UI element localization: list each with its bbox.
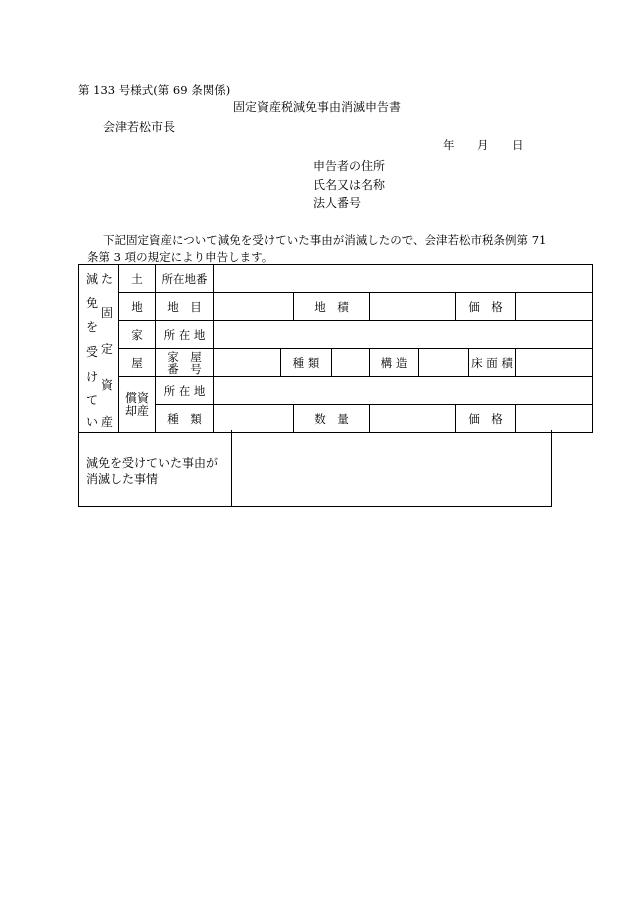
header-char: 減 bbox=[86, 271, 99, 286]
header-char: を bbox=[86, 319, 99, 334]
header-char: 産 bbox=[101, 414, 114, 429]
dep-location-label: 所 在 地 bbox=[156, 377, 214, 405]
reason-section bbox=[78, 430, 552, 507]
reason-label-line1: 減免を受けていた事由が bbox=[86, 456, 219, 470]
dep-price-field[interactable] bbox=[516, 405, 593, 433]
exempt-assets-header bbox=[79, 265, 119, 433]
date-year-label: 年 bbox=[443, 138, 455, 152]
depreciable-assets-header bbox=[119, 377, 156, 433]
header-char: て bbox=[86, 392, 99, 407]
reason-label-line2: 消滅した事情 bbox=[86, 472, 159, 486]
header-char: 免 bbox=[86, 295, 99, 310]
header-char: 固 bbox=[101, 305, 114, 320]
dep-quantity-label: 数 量 bbox=[294, 405, 370, 433]
house-location-label: 所 在 地 bbox=[156, 321, 214, 349]
land-price-field[interactable] bbox=[516, 293, 593, 321]
body-line-1: 下記固定資産について減免を受けていた事由が消滅したので、会津若松市税条例第 71 bbox=[103, 233, 547, 247]
house-number-label-line1: 家 屋 bbox=[167, 349, 202, 364]
house-structure-label: 構 造 bbox=[370, 349, 419, 377]
reason-label bbox=[86, 455, 218, 487]
house-label-top: 家 bbox=[119, 321, 156, 349]
dep-quantity-field[interactable] bbox=[370, 405, 456, 433]
house-type-field[interactable] bbox=[332, 349, 370, 377]
header-char: 定 bbox=[101, 341, 114, 356]
addressee: 会津若松市長 bbox=[103, 120, 176, 134]
form-number: 第 133 号様式(第 69 条関係) bbox=[78, 83, 231, 97]
house-structure-field[interactable] bbox=[419, 349, 469, 377]
header-char: た bbox=[101, 271, 114, 286]
dep-location-field[interactable] bbox=[214, 377, 593, 405]
date-month-label: 月 bbox=[477, 138, 489, 152]
body-line-2: 条第 3 項の規定により申告します。 bbox=[87, 250, 274, 264]
dep-type-label: 種 類 bbox=[156, 405, 214, 433]
applicant-address-label: 申告者の住所 bbox=[313, 159, 386, 173]
depreciable-label-line2: 却産 bbox=[124, 403, 149, 418]
dep-type-field[interactable] bbox=[214, 405, 294, 433]
form-title: 固定資産税減免事由消滅申告書 bbox=[233, 100, 402, 114]
house-label-bottom: 屋 bbox=[119, 349, 156, 377]
house-floor-area-field[interactable] bbox=[516, 349, 593, 377]
house-floor-area-label: 床 面 積 bbox=[469, 349, 516, 377]
header-char: 受 bbox=[86, 344, 99, 359]
header-char: 資 bbox=[101, 377, 114, 392]
land-price-label: 価 格 bbox=[456, 293, 516, 321]
header-char: い bbox=[86, 414, 99, 429]
land-label-top: 土 bbox=[119, 265, 156, 293]
house-number-label-line2: 番 号 bbox=[167, 361, 202, 376]
reason-field[interactable] bbox=[232, 430, 551, 506]
house-number-field[interactable] bbox=[214, 349, 281, 377]
header-char: け bbox=[86, 369, 99, 384]
land-area-field[interactable] bbox=[370, 293, 456, 321]
house-type-label: 種 類 bbox=[281, 349, 332, 377]
dep-price-label: 価 格 bbox=[456, 405, 516, 433]
house-number-label bbox=[156, 349, 214, 377]
land-location-label: 所在地番 bbox=[156, 265, 214, 293]
land-category-label: 地 目 bbox=[156, 293, 214, 321]
depreciable-label-line1: 償資 bbox=[124, 390, 149, 405]
land-category-field[interactable] bbox=[214, 293, 294, 321]
assets-table bbox=[78, 264, 593, 433]
land-area-label: 地 積 bbox=[294, 293, 370, 321]
land-location-field[interactable] bbox=[214, 265, 593, 293]
applicant-name-label: 氏名又は名称 bbox=[313, 178, 386, 192]
corporate-number-label: 法人番号 bbox=[313, 196, 362, 210]
land-label-bottom: 地 bbox=[119, 293, 156, 321]
house-location-field[interactable] bbox=[214, 321, 593, 349]
date-day-label: 日 bbox=[512, 138, 524, 152]
